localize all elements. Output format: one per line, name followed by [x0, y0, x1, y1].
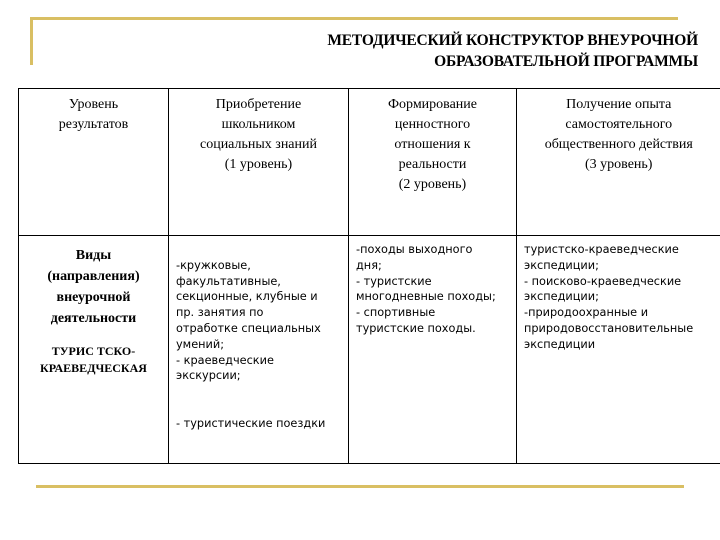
title-line-1: МЕТОДИЧЕСКИЙ КОНСТРУКТОР ВНЕУРОЧНОЙ: [327, 32, 698, 49]
title-line-2: ОБРАЗОВАТЕЛЬНОЙ ПРОГРАММЫ: [434, 53, 698, 70]
decorative-top-line: [30, 17, 678, 20]
header-level-1-label: Приобретение школьником социальных знаний (1 уровень): [199, 97, 318, 172]
level-3-activities-cell: [517, 236, 720, 464]
decorative-left-line: [30, 17, 33, 65]
level-1-activities-text: -кружковые, факультативные, секционные, клубные и пр. занятия по отработке специальных умений; - краеведческие экскурсии;: [176, 258, 321, 383]
header-level-label: Уровень результатов: [58, 97, 129, 132]
header-cell-level-2: [349, 89, 517, 236]
header-cell-level: [19, 89, 169, 236]
level-1-activities-cell: [169, 236, 349, 464]
level-1-activities: [169, 236, 348, 448]
header-row: [19, 89, 720, 236]
row-label-text: Виды (направления) внеурочной деятельности: [47, 248, 140, 326]
row-label-cell: [19, 236, 169, 464]
level-1-activities-extra: - туристические поездки: [176, 416, 326, 430]
row-label: [19, 236, 168, 377]
level-2-activities: -походы выходного дня; - туристские многодневные походы; - спортивные туристские походы.: [356, 243, 496, 335]
level-3-activities: туристско-краеведческие экспедиции; - поисково-краеведческие экспедиции; -природоохранные и природовосстановительные экспедиции: [524, 243, 694, 351]
decorative-bottom-line: [36, 485, 684, 488]
header-level-3-label: Получение опыта самостоятельного общественного действия (3 уровень): [544, 97, 693, 172]
header-level-2-label: Формирование ценностного отношения к реальности (2 уровень): [387, 97, 478, 192]
level-2-activities-cell: [349, 236, 517, 464]
constructor-table: [18, 88, 720, 468]
header-cell-level-1: [169, 89, 349, 236]
page-title: [150, 30, 698, 72]
header-cell-level-3: [517, 89, 720, 236]
row-sublabel: ТУРИС ТСКО- КРАЕВЕДЧЕСКАЯ: [40, 344, 147, 375]
activity-row: [19, 236, 720, 464]
